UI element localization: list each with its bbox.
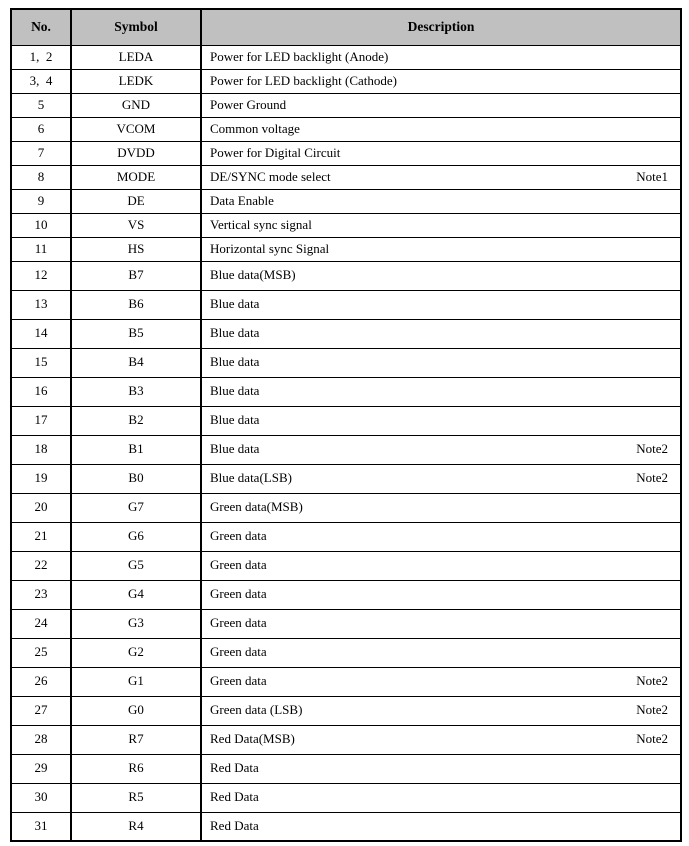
pin-symbol-cell: G7 xyxy=(71,493,201,522)
pin-symbol-cell: B1 xyxy=(71,435,201,464)
pin-symbol-cell: G6 xyxy=(71,522,201,551)
pin-description-text: Power Ground xyxy=(210,96,287,112)
pin-description-cell xyxy=(201,551,681,580)
pin-number-cell: 31 xyxy=(11,812,71,841)
pin-description-text: Blue data xyxy=(210,354,260,370)
pin-symbol-cell: G4 xyxy=(71,580,201,609)
table-row xyxy=(11,45,681,69)
pin-description-cell xyxy=(201,189,681,213)
pin-symbol-cell: GND xyxy=(71,93,201,117)
pin-description-text: Blue data(LSB) xyxy=(210,470,292,486)
pin-description-cell xyxy=(201,93,681,117)
pin-description-text: Red Data xyxy=(210,789,259,805)
pin-description-text: Blue data(MSB) xyxy=(210,267,296,283)
pin-description-text: Green data (LSB) xyxy=(210,702,303,718)
pin-number-cell: 6 xyxy=(11,117,71,141)
pin-number-cell: 27 xyxy=(11,696,71,725)
pin-symbol-cell: MODE xyxy=(71,165,201,189)
table-row xyxy=(11,464,681,493)
pin-number-cell: 28 xyxy=(11,725,71,754)
pin-number-cell: 11 xyxy=(11,237,71,261)
table-row xyxy=(11,493,681,522)
pin-description-cell xyxy=(201,812,681,841)
table-row xyxy=(11,348,681,377)
table-row xyxy=(11,117,681,141)
pin-description-text: Red Data(MSB) xyxy=(210,731,295,747)
pin-description-cell xyxy=(201,464,681,493)
pin-description-cell xyxy=(201,725,681,754)
pin-note-text: Note2 xyxy=(636,673,668,689)
table-row xyxy=(11,754,681,783)
pin-symbol-cell: R5 xyxy=(71,783,201,812)
pin-number-cell: 24 xyxy=(11,609,71,638)
pin-description-cell xyxy=(201,638,681,667)
pin-symbol-cell: B4 xyxy=(71,348,201,377)
pin-number-cell: 25 xyxy=(11,638,71,667)
pin-number-cell: 26 xyxy=(11,667,71,696)
pin-description-cell xyxy=(201,667,681,696)
pin-number-cell: 18 xyxy=(11,435,71,464)
pin-number-cell: 19 xyxy=(11,464,71,493)
pin-symbol-cell: VS xyxy=(71,213,201,237)
table-row xyxy=(11,696,681,725)
pin-description-text: Power for LED backlight (Cathode) xyxy=(210,72,398,88)
pin-symbol-cell: G5 xyxy=(71,551,201,580)
table-row xyxy=(11,638,681,667)
pin-description-cell xyxy=(201,696,681,725)
pin-description-cell xyxy=(201,522,681,551)
table-row xyxy=(11,580,681,609)
pin-note-text: Note2 xyxy=(636,441,668,457)
pin-description-cell xyxy=(201,117,681,141)
table-row xyxy=(11,319,681,348)
pin-number-cell: 23 xyxy=(11,580,71,609)
table-row xyxy=(11,237,681,261)
pin-symbol-cell: G3 xyxy=(71,609,201,638)
pin-description-cell xyxy=(201,319,681,348)
pin-number-cell: 29 xyxy=(11,754,71,783)
table-row xyxy=(11,189,681,213)
pin-description-cell xyxy=(201,435,681,464)
table-row xyxy=(11,812,681,841)
pin-description-text: Vertical sync signal xyxy=(210,216,312,232)
pin-description-cell xyxy=(201,237,681,261)
pin-table-header xyxy=(11,9,681,45)
pin-description-text: Blue data xyxy=(210,383,260,399)
pin-number-cell: 10 xyxy=(11,213,71,237)
header-row xyxy=(11,9,681,45)
pin-symbol-cell: B0 xyxy=(71,464,201,493)
pin-description-text: Green data xyxy=(210,528,267,544)
pin-number-cell: 20 xyxy=(11,493,71,522)
table-row xyxy=(11,435,681,464)
table-row xyxy=(11,725,681,754)
pin-number-cell: 5 xyxy=(11,93,71,117)
pin-description-text: Common voltage xyxy=(210,120,300,136)
pin-description-cell xyxy=(201,609,681,638)
pin-symbol-cell: B6 xyxy=(71,290,201,319)
table-row xyxy=(11,141,681,165)
pin-description-text: Blue data xyxy=(210,296,260,312)
pin-number-cell: 22 xyxy=(11,551,71,580)
pin-description-cell xyxy=(201,493,681,522)
pin-description-text: Red Data xyxy=(210,760,259,776)
table-row xyxy=(11,261,681,290)
table-row xyxy=(11,609,681,638)
pin-note-text: Note2 xyxy=(636,731,668,747)
pin-symbol-cell: DVDD xyxy=(71,141,201,165)
pin-note-text: Note2 xyxy=(636,470,668,486)
pin-symbol-cell: HS xyxy=(71,237,201,261)
table-row xyxy=(11,69,681,93)
pin-symbol-cell: LEDA xyxy=(71,45,201,69)
table-row xyxy=(11,213,681,237)
table-row xyxy=(11,406,681,435)
pin-number-cell: 3, 4 xyxy=(11,69,71,93)
pin-description-cell xyxy=(201,45,681,69)
pin-symbol-cell: LEDK xyxy=(71,69,201,93)
pin-description-text: Blue data xyxy=(210,412,260,428)
pin-symbol-cell: R7 xyxy=(71,725,201,754)
pin-description-cell xyxy=(201,261,681,290)
pin-symbol-cell: G1 xyxy=(71,667,201,696)
pin-description-table xyxy=(10,8,682,842)
pin-description-text: Green data xyxy=(210,586,267,602)
pin-symbol-cell: G0 xyxy=(71,696,201,725)
pin-description-cell xyxy=(201,377,681,406)
pin-description-text: Green data xyxy=(210,615,267,631)
pin-description-cell xyxy=(201,165,681,189)
table-row xyxy=(11,551,681,580)
pin-description-text: Green data xyxy=(210,557,267,573)
table-row xyxy=(11,377,681,406)
pin-symbol-cell: G2 xyxy=(71,638,201,667)
pin-description-text: Horizontal sync Signal xyxy=(210,240,330,256)
pin-number-cell: 16 xyxy=(11,377,71,406)
pin-description-text: Power for LED backlight (Anode) xyxy=(210,48,389,64)
pin-description-cell xyxy=(201,580,681,609)
pin-description-cell xyxy=(201,141,681,165)
pin-description-cell xyxy=(201,406,681,435)
pin-note-text: Note2 xyxy=(636,702,668,718)
pin-symbol-cell: VCOM xyxy=(71,117,201,141)
pin-symbol-cell: B3 xyxy=(71,377,201,406)
header-description: Description xyxy=(201,9,681,45)
pin-description-text: Green data(MSB) xyxy=(210,499,303,515)
pin-description-cell xyxy=(201,754,681,783)
pin-description-text: Data Enable xyxy=(210,192,274,208)
pin-symbol-cell: B7 xyxy=(71,261,201,290)
table-row xyxy=(11,667,681,696)
pin-description-cell xyxy=(201,290,681,319)
pin-description-text: Red Data xyxy=(210,818,259,834)
table-row xyxy=(11,165,681,189)
pin-number-cell: 14 xyxy=(11,319,71,348)
header-symbol: Symbol xyxy=(71,9,201,45)
pin-number-cell: 7 xyxy=(11,141,71,165)
pin-number-cell: 12 xyxy=(11,261,71,290)
pin-description-text: Blue data xyxy=(210,441,260,457)
pin-description-cell xyxy=(201,69,681,93)
pin-symbol-cell: R6 xyxy=(71,754,201,783)
pin-symbol-cell: R4 xyxy=(71,812,201,841)
pin-description-text: Blue data xyxy=(210,325,260,341)
pin-number-cell: 13 xyxy=(11,290,71,319)
pin-description-text: Green data xyxy=(210,644,267,660)
pin-description-cell xyxy=(201,213,681,237)
pin-number-cell: 9 xyxy=(11,189,71,213)
pin-number-cell: 21 xyxy=(11,522,71,551)
pin-number-cell: 1, 2 xyxy=(11,45,71,69)
pin-note-text: Note1 xyxy=(636,168,668,184)
pin-description-cell xyxy=(201,348,681,377)
table-row xyxy=(11,290,681,319)
pin-description-text: Power for Digital Circuit xyxy=(210,144,341,160)
pin-number-cell: 8 xyxy=(11,165,71,189)
table-row xyxy=(11,93,681,117)
pin-description-text: Green data xyxy=(210,673,267,689)
pin-number-cell: 15 xyxy=(11,348,71,377)
table-row xyxy=(11,522,681,551)
pin-description-text: DE/SYNC mode select xyxy=(210,168,331,184)
table-row xyxy=(11,783,681,812)
pin-symbol-cell: B2 xyxy=(71,406,201,435)
pin-symbol-cell: DE xyxy=(71,189,201,213)
pin-table-body xyxy=(11,45,681,841)
header-no: No. xyxy=(11,9,71,45)
pin-number-cell: 17 xyxy=(11,406,71,435)
pin-symbol-cell: B5 xyxy=(71,319,201,348)
pin-description-cell xyxy=(201,783,681,812)
pin-number-cell: 30 xyxy=(11,783,71,812)
